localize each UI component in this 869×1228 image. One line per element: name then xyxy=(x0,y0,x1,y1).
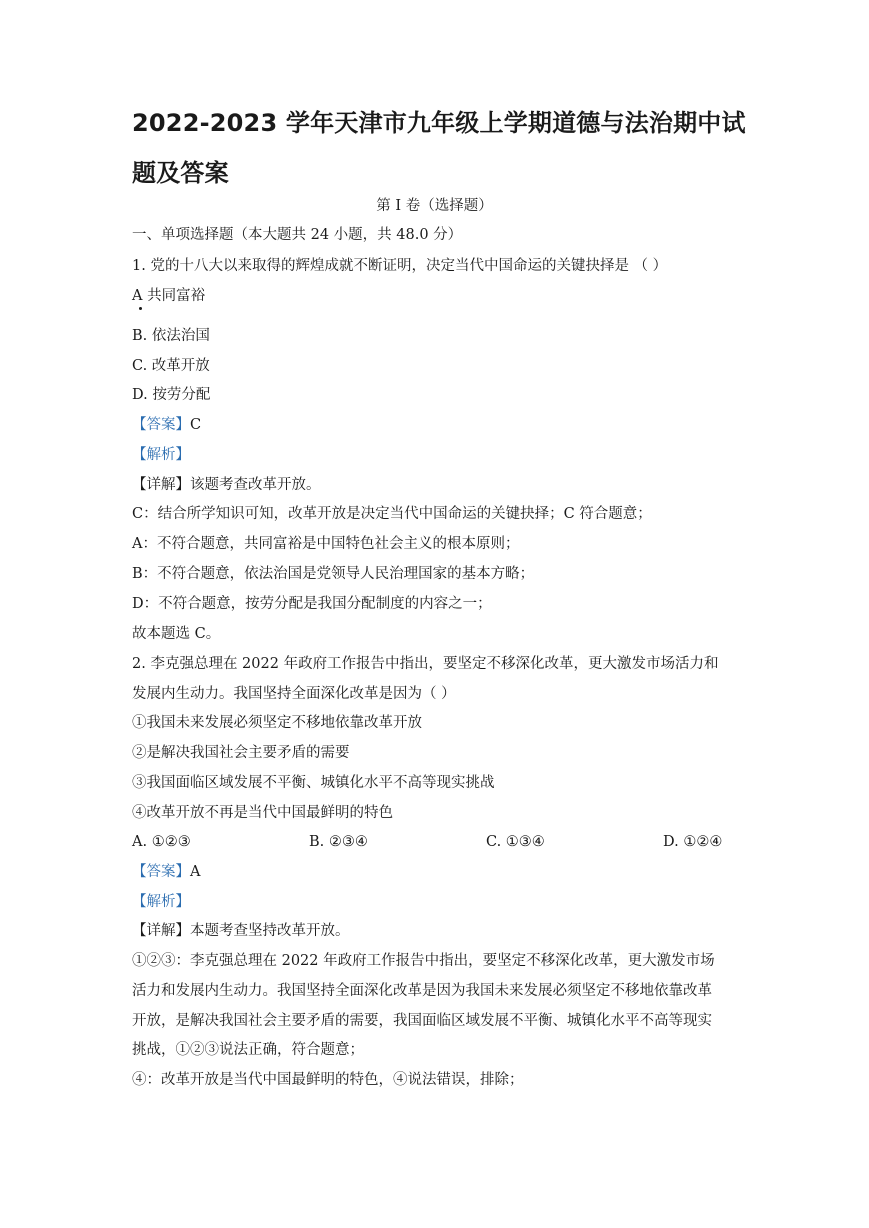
q2-explanation-1: ①②③：李克强总理在 2022 年政府工作报告中指出，要坚定不移深化改革，更大激发市场 xyxy=(132,953,715,969)
part-heading: 一、单项选择题（本大题共 24 小题，共 48.0 分） xyxy=(132,227,463,243)
q2-statement-3: ③我国面临区域发展不平衡、城镇化水平不高等现实挑战 xyxy=(132,775,495,791)
q2-statement-1: ①我国未来发展必须坚定不移地依靠改革开放 xyxy=(132,715,422,731)
q1-answer xyxy=(132,415,201,435)
bullet-dot xyxy=(139,307,142,310)
q2-answer xyxy=(132,862,200,882)
q1-option-d: D. 按劳分配 xyxy=(132,387,211,403)
q2-option-c: C. ①③④ xyxy=(486,834,545,850)
answer-tag: 【答案】 xyxy=(132,417,190,433)
section-heading: 第 I 卷（选择题） xyxy=(376,198,493,214)
q2-statement-2: ②是解决我国社会主要矛盾的需要 xyxy=(132,745,350,761)
q2-stem-line-2: 发展内生动力。我国坚持全面深化改革是因为（ ） xyxy=(132,686,456,702)
q1-detail: 【详解】该题考查改革开放。 xyxy=(132,477,321,493)
q2-explanation-3: 开放，是解决我国社会主要矛盾的需要，我国面临区域发展不平衡、城镇化水平不高等现实 xyxy=(132,1013,712,1029)
answer-value: C xyxy=(190,417,202,433)
q2-explanation-4: 挑战，①②③说法正确，符合题意； xyxy=(132,1042,364,1058)
q1-option-c: C. 改革开放 xyxy=(132,358,210,374)
q1-option-a: A 共同富裕 xyxy=(132,288,206,304)
q1-explanation-1: C：结合所学知识可知，改革开放是决定当代中国命运的关键抉择；C 符合题意； xyxy=(132,506,652,522)
q1-explanation-3: B：不符合题意，依法治国是党领导人民治理国家的基本方略； xyxy=(132,566,535,582)
q1-analysis-tag: 【解析】 xyxy=(132,447,190,463)
q2-option-a: A. ①②③ xyxy=(132,834,191,850)
q2-explanation-2: 活力和发展内生动力。我国坚持全面深化改革是因为我国未来发展必须坚定不移地依靠改革 xyxy=(132,983,712,999)
q1-explanation-4: D：不符合题意，按劳分配是我国分配制度的内容之一； xyxy=(132,596,492,612)
answer-tag: 【答案】 xyxy=(132,864,190,880)
document-title: 2022-2023 学年天津市九年级上学期道德与法治期中试题及答案 xyxy=(132,109,746,187)
q2-detail: 【详解】本题考查坚持改革开放。 xyxy=(132,923,350,939)
q2-stem-line-1: 2. 李克强总理在 2022 年政府工作报告中指出，要坚定不移深化改革，更大激发市场活力和 xyxy=(132,656,719,672)
q1-stem: 1. 党的十八大以来取得的辉煌成就不断证明，决定当代中国命运的关键抉择是 （ ） xyxy=(132,258,668,274)
q2-explanation-5: ④：改革开放是当代中国最鲜明的特色，④说法错误，排除； xyxy=(132,1072,524,1088)
q1-explanation-2: A：不符合题意，共同富裕是中国特色社会主义的根本原则； xyxy=(132,536,520,552)
q2-analysis-tag: 【解析】 xyxy=(132,894,190,910)
q1-option-b: B. 依法治国 xyxy=(132,328,210,344)
answer-value: A xyxy=(190,864,201,880)
q1-conclusion: 故本题选 C。 xyxy=(132,626,221,642)
q2-statement-4: ④改革开放不再是当代中国最鲜明的特色 xyxy=(132,805,393,821)
q2-option-b: B. ②③④ xyxy=(309,834,368,850)
q2-option-d: D. ①②④ xyxy=(663,834,723,850)
